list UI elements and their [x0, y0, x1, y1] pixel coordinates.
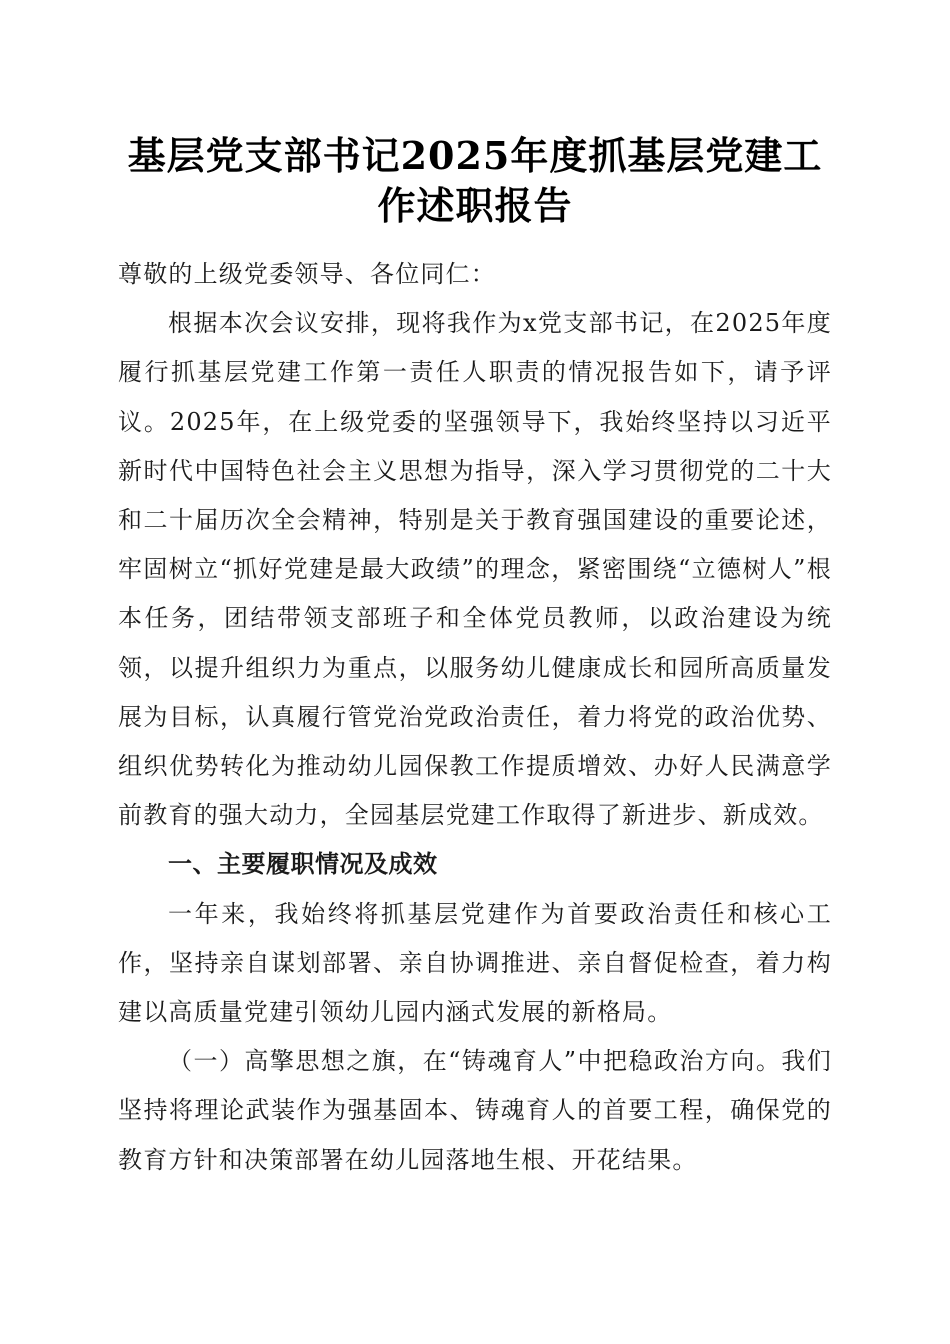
intro-paragraph: 根据本次会议安排，现将我作为x党支部书记，在2025年度履行抓基层党建工作第一责任人职责的情况报告如下，请予评议。2025年，在上级党委的坚强领导下，我始终坚持以习近平新时代中国特色社会主义思想为指导，深入学习贯彻党的二十大和二十届历次全会精神，特别是关于教育强国建设的重要论述，牢固树立“抓好党建是最大政绩”的理念，紧密围绕“立德树人”根本任务，团结带领支部班子和全体党员教师，以政治建设为统领，以提升组织力为重点，以服务幼儿健康成长和园所高质量发展为目标，认真履行管党治党政治责任，着力将党的政治优势、组织优势转化为推动幼儿园保教工作提质增效、办好人民满意学前教育的强大动力，全园基层党建工作取得了新进步、新成效。	[118, 309, 832, 830]
section-paragraph: 一年来，我始终将抓基层党建作为首要政治责任和核心工作，坚持亲自谋划部署、亲自协调推进、亲自督促检查，着力构建以高质量党建引领幼儿园内涵式发展的新格局。	[118, 899, 832, 1027]
document-body	[118, 250, 832, 1185]
salutation: 尊敬的上级党委领导、各位同仁：	[118, 260, 496, 288]
subsection-heading-and-text	[118, 1037, 832, 1185]
subsection-paragraph: 我们坚持将理论武装作为强基固本、铸魂育人的首要工程，确保党的教育方针和决策部署在幼儿园落地生根、开花结果。	[118, 1047, 832, 1174]
document-title: 基层党支部书记2025年度抓基层党建工作述职报告	[127, 133, 823, 228]
section-heading: 一、主要履职情况及成效	[168, 850, 438, 879]
subsection-heading: （一）高擎思想之旗，在“铸魂育人”中把稳政治方向。	[168, 1047, 782, 1076]
